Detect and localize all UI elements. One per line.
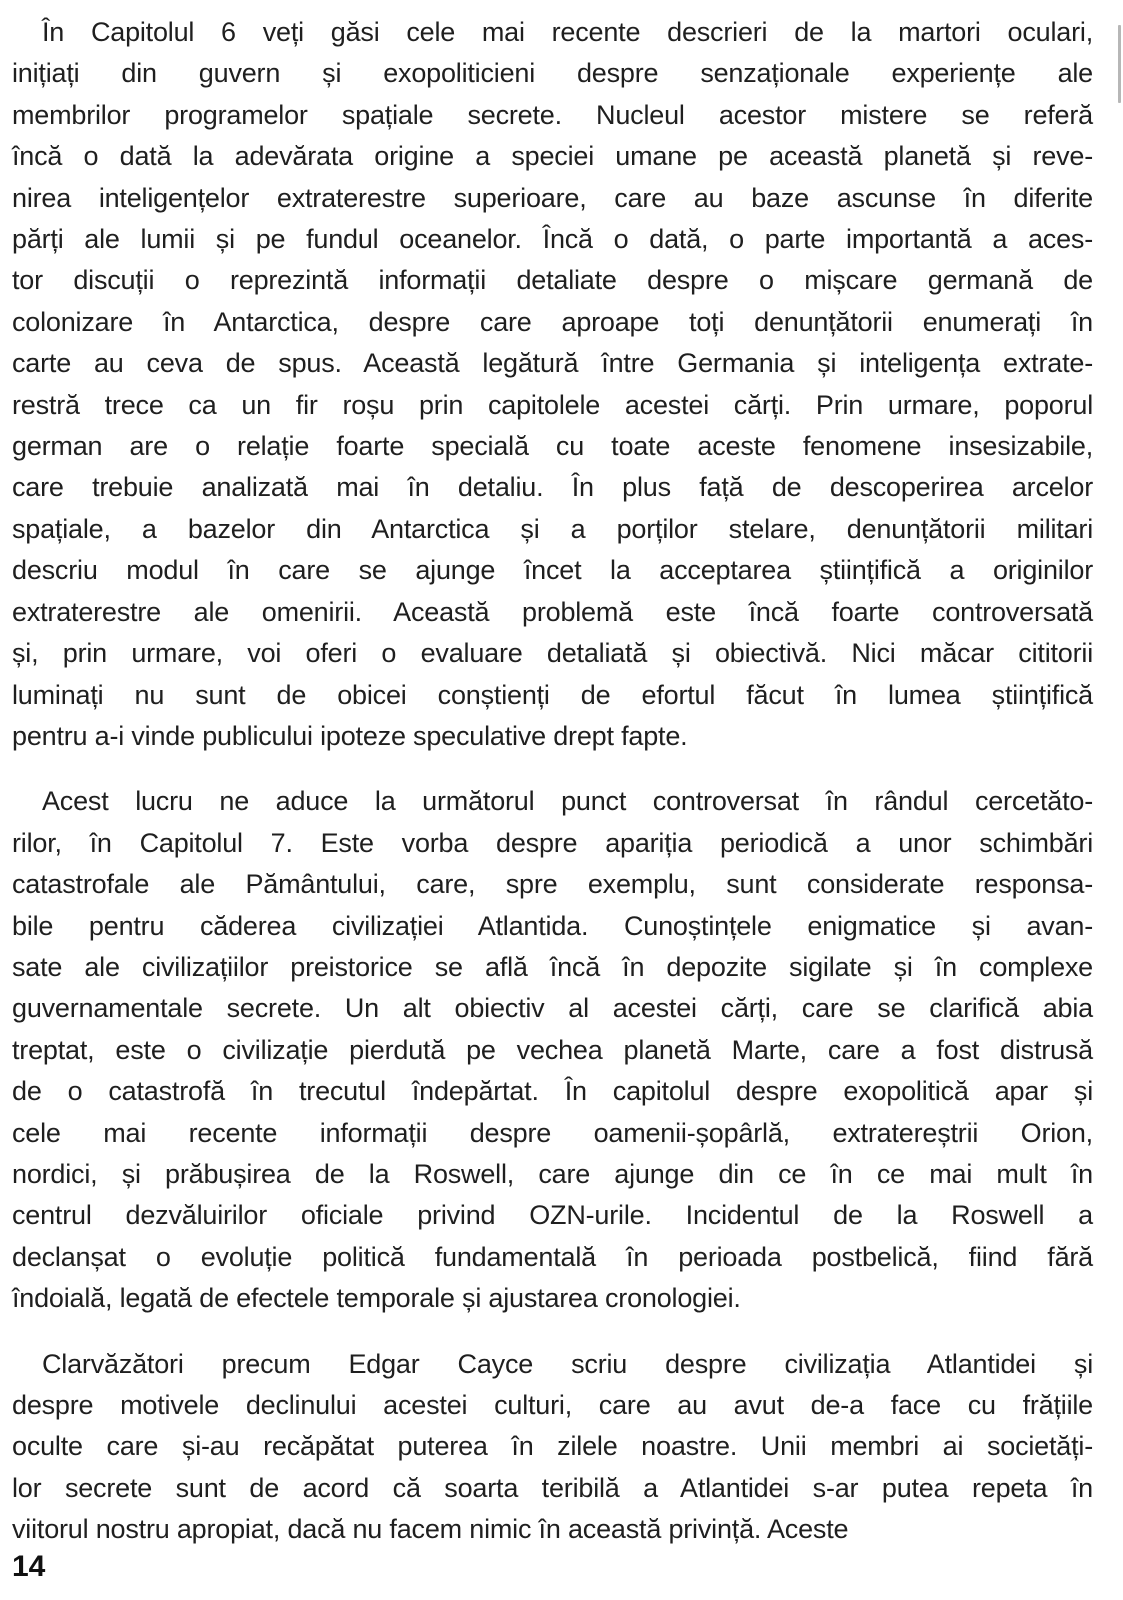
text-block <box>12 12 1093 1551</box>
text-line: viitorul nostru apropiat, dacă nu facem nimic în această privință. Aceste <box>12 1514 849 1545</box>
text-line: În Capitolul 6 veți găsi cele mai recente descrieri de la martori oculari, <box>42 17 1093 47</box>
text-line: nirea inteligențelor extraterestre superioare, care au baze ascunse în diferite <box>12 182 1093 213</box>
text-line: descriu modul în care se ajunge încet la acceptarea științifică a originilor <box>12 555 1093 586</box>
text-line: treptat, este o civilizație pierdută pe vechea planetă Marte, care a fost distrusă <box>12 1034 1093 1065</box>
text-line: colonizare în Antarctica, despre care aproape toți denunțătorii enumerați în <box>12 306 1093 337</box>
scan-artifact-line <box>1118 25 1121 103</box>
text-line: cele mai recente informații despre oamenii-șopârlă, extratereștrii Orion, <box>12 1117 1093 1148</box>
text-line: catastrofale ale Pământului, care, spre exemplu, sunt considerate responsa- <box>12 869 1093 900</box>
text-line: de o catastrofă în trecutul îndepărtat. În capitolul despre exopolitică apar și <box>12 1076 1093 1107</box>
text-line: extraterestre ale omenirii. Această problemă este încă foarte controversată <box>12 596 1093 627</box>
text-line: sate ale civilizațiilor preistorice se află încă în depozite sigilate și în complexe <box>12 951 1093 982</box>
text-line: lor secrete sunt de acord că soarta teribilă a Atlantidei s-ar putea repeta în <box>12 1472 1093 1503</box>
text-line: luminați nu sunt de obicei conștienți de efortul făcut în lumea științifică <box>12 679 1093 710</box>
text-line: nordici, și prăbușirea de la Roswell, care ajunge din ce în ce mai mult în <box>12 1158 1093 1189</box>
text-line: tor discuții o reprezintă informații detaliate despre o mișcare germană de <box>12 265 1093 296</box>
text-line: rilor, în Capitolul 7. Este vorba despre apariția periodică a unor schimbări <box>12 827 1093 858</box>
text-line: german are o relație foarte specială cu toate aceste fenomene insesizabile, <box>12 431 1093 462</box>
text-line: bile pentru căderea civilizației Atlantida. Cunoștințele enigmatice și avan- <box>12 910 1093 941</box>
text-line: care trebuie analizată mai în detaliu. În plus față de descoperirea arcelor <box>12 472 1093 503</box>
text-line: îndoială, legată de efectele temporale și ajustarea cronologiei. <box>12 1283 741 1314</box>
text-line: spațiale, a bazelor din Antarctica și a porților stelare, denunțătorii militari <box>12 513 1093 544</box>
text-line: părți ale lumii și pe fundul oceanelor. Încă o dată, o parte importantă a aces- <box>12 224 1093 255</box>
text-line: Clarvăzători precum Edgar Cayce scriu despre civilizația Atlantidei și <box>42 1348 1093 1379</box>
text-line: inițiați din guvern și exopoliticieni despre senzaționale experiențe ale <box>12 58 1093 89</box>
text-line: guvernamentale secrete. Un alt obiectiv al acestei cărți, care se clarifică abia <box>12 993 1093 1024</box>
text-line: membrilor programelor spațiale secrete. Nucleul acestor mistere se referă <box>12 99 1093 130</box>
text-line: și, prin urmare, voi oferi o evaluare detaliată și obiectivă. Nici măcar cititorii <box>12 638 1093 669</box>
text-line: Acest lucru ne aduce la următorul punct controversat în rândul cercetăto- <box>42 786 1093 817</box>
text-line: oculte care și-au recăpătat puterea în zilele noastre. Unii membri ai societăți- <box>12 1431 1093 1462</box>
paragraph <box>12 781 1093 1319</box>
text-line: încă o dată la adevărata origine a speciei umane pe această planetă și reve- <box>12 141 1093 172</box>
text-line: pentru a-i vinde publicului ipoteze speculative drept fapte. <box>12 720 688 751</box>
page-number: 14 <box>12 1550 46 1583</box>
text-line: centrul dezvăluirilor oficiale privind OZN-urile. Incidentul de la Roswell a <box>12 1200 1093 1231</box>
text-line: carte au ceva de spus. Această legătură între Germania și inteligența extrate- <box>12 348 1093 379</box>
paragraph <box>12 12 1093 757</box>
text-line: despre motivele declinului acestei culturi, care au avut de-a face cu frățiile <box>12 1390 1093 1420</box>
text-line: declanșat o evoluție politică fundamentală în perioada postbelică, fiind fără <box>12 1241 1093 1272</box>
paragraph <box>12 1344 1093 1551</box>
text-line: restră trece ca un fir roșu prin capitolele acestei cărți. Prin urmare, poporul <box>12 389 1093 420</box>
